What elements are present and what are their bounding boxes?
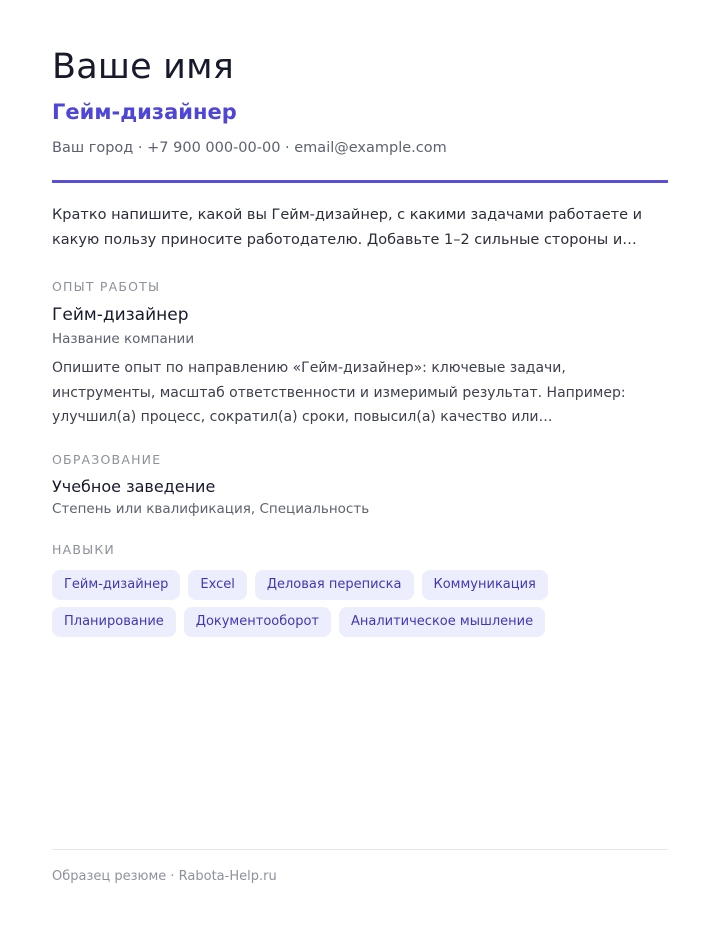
skill-chip: Деловая переписка <box>255 570 414 600</box>
skill-chip: Планирование <box>52 607 176 637</box>
skill-chip: Гейм-дизайнер <box>52 570 180 600</box>
job-description: Опишите опыт по направлению «Гейм-дизайнер»: ключевые задачи, инструменты, масштаб ответственности и измеримый результат. Например: улучшил(а) процесс, сократил(а) сроки, повысил(а) качество или… <box>52 360 626 425</box>
experience-section-title: ОПЫТ РАБОТЫ <box>52 279 161 294</box>
skill-chip: Аналитическое мышление <box>339 607 545 637</box>
footer-divider <box>52 849 668 850</box>
job-title: Гейм-дизайнер <box>52 305 189 325</box>
skills-section-title: НАВЫКИ <box>52 542 115 557</box>
summary-text: Кратко напишите, какой вы Гейм-дизайнер, с какими задачами работаете и какую пользу приносите работодателю. Добавьте 1–2 сильные стороны и… <box>52 207 643 248</box>
candidate-position: Гейм-дизайнер <box>52 100 237 124</box>
header-divider <box>52 180 668 183</box>
candidate-name: Ваше имя <box>52 47 234 87</box>
education-degree: Степень или квалификация, Специальность <box>52 501 370 517</box>
education-institution: Учебное заведение <box>52 477 216 496</box>
skill-chip: Excel <box>188 570 246 600</box>
education-section-title: ОБРАЗОВАНИЕ <box>52 452 162 467</box>
skill-chip: Документооборот <box>184 607 331 637</box>
contact-line: Ваш город · +7 900 000-00-00 · email@example.com <box>52 140 447 156</box>
skill-chip: Коммуникация <box>422 570 548 600</box>
skills-list <box>52 570 672 637</box>
company-name: Название компании <box>52 331 195 347</box>
footer-text: Образец резюме · Rabota-Help.ru <box>52 869 277 884</box>
